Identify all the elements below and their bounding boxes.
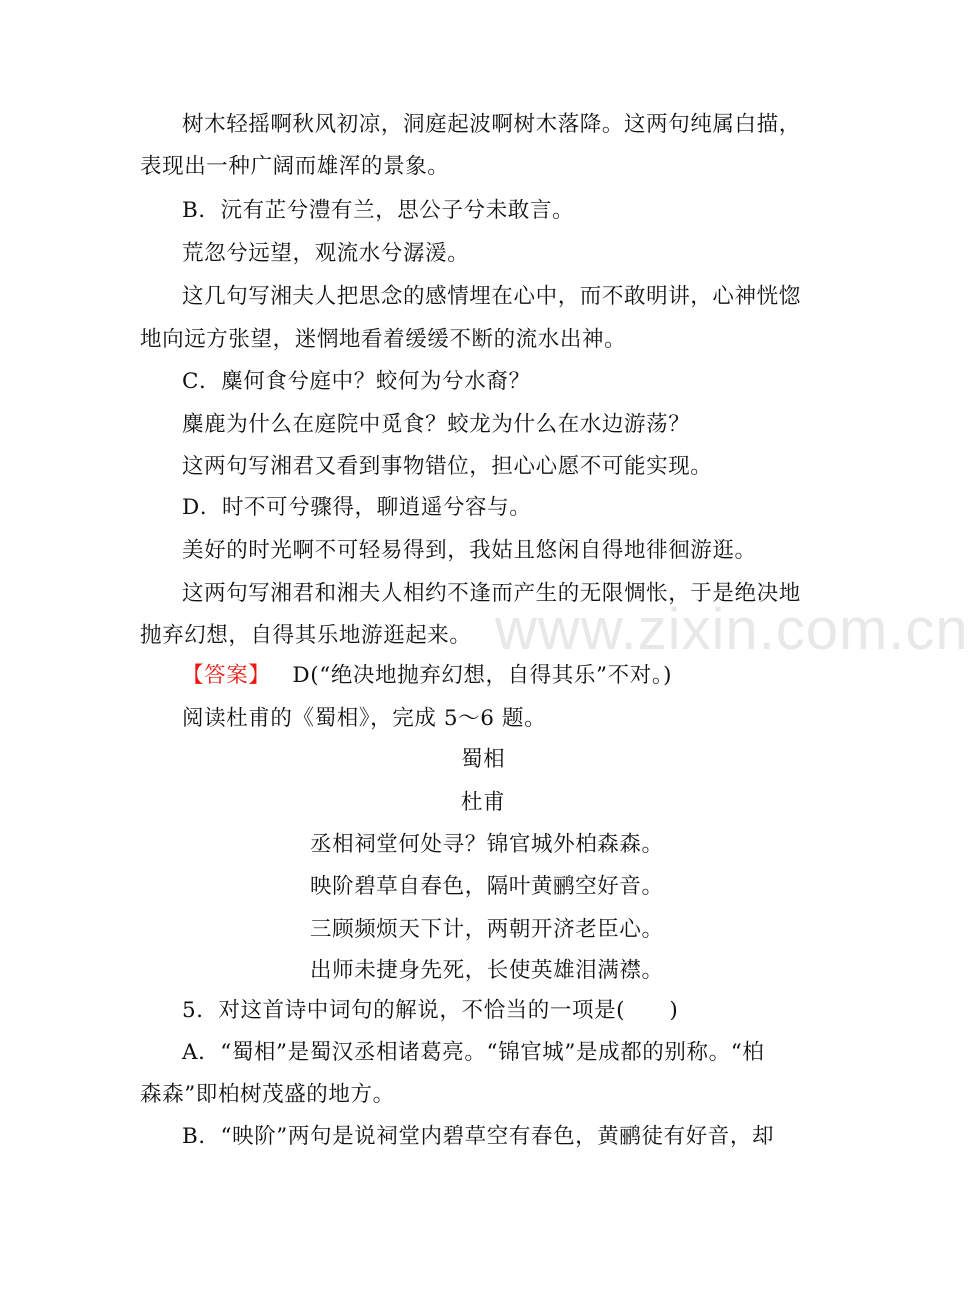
poem-line: 丞相祠堂何处寻？锦官城外柏森森。 <box>310 832 664 857</box>
answer-tag: 【答案】 <box>182 663 271 688</box>
poem-line: 映阶碧草自春色，隔叶黄鹂空好音。 <box>310 874 664 899</box>
passage-line: 这两句写湘君又看到事物错位，担心心愿不可能实现。 <box>182 454 713 479</box>
option-d-line: D．时不可兮骤得，聊逍遥兮容与。 <box>182 495 532 520</box>
passage-line: 美好的时光啊不可轻易得到，我姑且悠闲自得地徘徊游逛。 <box>182 538 757 563</box>
passage-line: 表现出一种广阔而雄浑的景象。 <box>140 154 450 179</box>
option-c-line: C．麋何食兮庭中？蛟何为兮水裔？ <box>182 369 531 394</box>
passage-line: 树木轻摇啊秋风初凉，洞庭起波啊树木落降。这两句纯属白描， <box>182 112 801 137</box>
passage-line: 这两句写湘君和湘夫人相约不逢而产生的无限惆怅，于是绝决地 <box>182 581 801 606</box>
passage-line: 荒忽兮远望，观流水兮潺湲。 <box>182 241 470 266</box>
poem-line: 三顾频烦天下计，两朝开济老臣心。 <box>310 917 664 942</box>
poem-author: 杜甫 <box>461 790 506 815</box>
question-5-option-b: B．“映阶”两句是说祠堂内碧草空有春色，黄鹂徒有好音，却 <box>182 1124 775 1149</box>
passage-line: 地向远方张望，迷惘地看着缓缓不断的流水出神。 <box>140 327 627 352</box>
reading-instruction: 阅读杜甫的《蜀相》，完成 5～6 题。 <box>182 706 547 731</box>
question-5-option-a: A．“蜀相”是蜀汉丞相诸葛亮。“锦官城”是成都的别称。“柏 <box>182 1040 765 1065</box>
question-5-option-a-cont: 森森”即柏树茂盛的地方。 <box>140 1082 395 1107</box>
option-b-line: B．沅有芷兮澧有兰，思公子兮未敢言。 <box>182 198 575 223</box>
passage-line: 抛弃幻想，自得其乐地游逛起来。 <box>140 623 472 648</box>
passage-line: 这几句写湘夫人把思念的感情埋在心中，而不敢明讲，心神恍惚 <box>182 284 801 309</box>
question-5-stem: 5．对这首诗中词句的解说，不恰当的一项是( ) <box>182 998 679 1023</box>
answer-line <box>182 661 672 691</box>
answer-text: D(“绝决地抛弃幻想，自得其乐”不对。) <box>292 663 673 688</box>
passage-line: 麋鹿为什么在庭院中觅食？蛟龙为什么在水边游荡？ <box>182 412 691 437</box>
poem-title: 蜀相 <box>461 747 506 772</box>
watermark: www.zixin.com.cn <box>495 597 969 662</box>
poem-line: 出师未捷身先死，长使英雄泪满襟。 <box>310 958 664 983</box>
